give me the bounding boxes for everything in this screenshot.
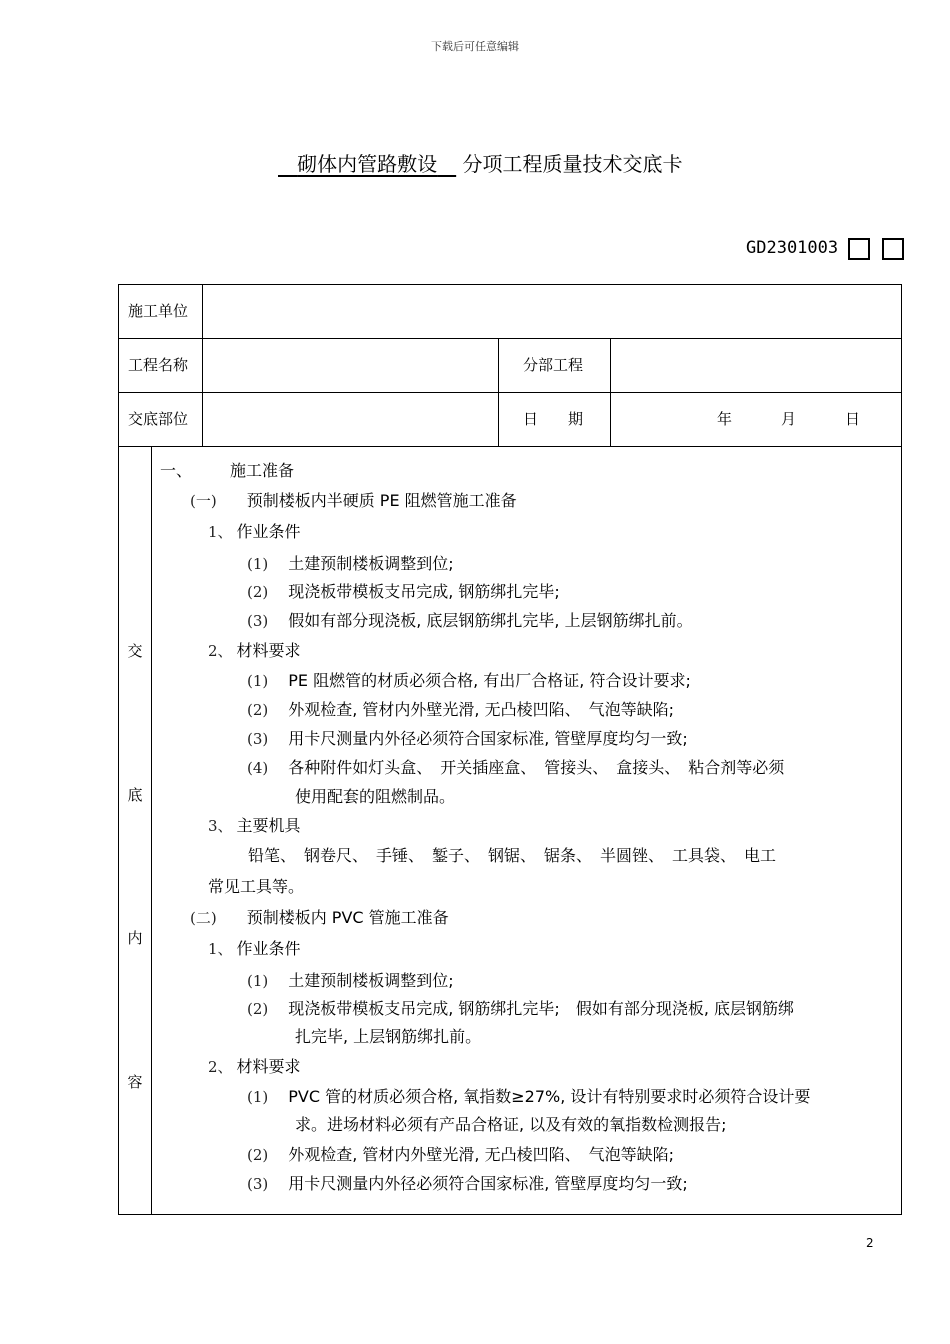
content-line: [208, 1056, 301, 1078]
content-line-number: 2、: [208, 642, 233, 660]
content-line: [247, 581, 560, 603]
content-line-text: PVC 管的材质必须合格, 氧指数≥27%, 设计有特别要求时必须符合设计要: [288, 1087, 811, 1106]
content-line-number: (2): [247, 1146, 269, 1164]
title-underlined: 砌体内管路敷设: [297, 152, 438, 176]
content-line-number: (4): [247, 759, 269, 777]
content-line-text: 铅笔、 钢卷尺、 手锤、 錾子、 钢锯、 锯条、 半圆锉、 工具袋、 电工: [248, 846, 777, 865]
content-line-text: 现浇板带模板支吊完成, 钢筋绑扎完毕; 假如有部分现浇板, 底层钢筋绑: [288, 999, 794, 1018]
location-label: 交底部位: [128, 410, 189, 428]
table-border-right: [901, 284, 902, 1215]
content-line: [190, 907, 449, 929]
content-line-number: (3): [247, 612, 269, 630]
content-line: [247, 610, 693, 632]
content-line-text: 主要机具: [236, 816, 301, 835]
side-label-char: 容: [127, 1073, 143, 1091]
sub-project-label: 分部工程: [523, 356, 584, 374]
content-line-text: 外观检查, 管材内外壁光滑, 无凸棱凹陷、 气泡等缺陷;: [288, 700, 674, 719]
content-line-text: 现浇板带模板支吊完成, 钢筋绑扎完毕;: [288, 582, 560, 601]
content-line-text: 用卡尺测量内外径必须符合国家标准, 管壁厚度均匀一致;: [288, 729, 688, 748]
content-line: [247, 970, 454, 992]
content-line: [295, 786, 455, 808]
content-line: [247, 1086, 810, 1108]
date-month-label: 月: [781, 410, 797, 428]
content-line-text: 求。进场材料必须有产品合格证, 以及有效的氧指数检测报告;: [295, 1115, 727, 1134]
content-line-text: 预制楼板内半硬质 PE 阻燃管施工准备: [246, 491, 517, 510]
content-line-number: (一): [190, 492, 217, 510]
doc-code: GD2301003: [746, 238, 839, 258]
content-line-number: (3): [247, 730, 269, 748]
sub-project-value-field[interactable]: [612, 340, 900, 392]
location-value-field[interactable]: [204, 394, 497, 446]
checkbox-1[interactable]: [848, 238, 870, 260]
page-title: [278, 148, 683, 177]
content-line: [160, 460, 294, 482]
unit-label: 施工单位: [128, 302, 189, 320]
table-col-divider: [610, 338, 611, 446]
date-year-label: 年: [717, 410, 733, 428]
content-line-text: 施工准备: [230, 461, 295, 480]
content-line-text: 常见工具等。: [208, 877, 305, 896]
content-line-text: 各种附件如灯头盒、 开关插座盒、 管接头、 盒接头、 粘合剂等必须: [288, 758, 785, 777]
page-number: 2: [866, 1236, 874, 1250]
content-line-number: 3、: [208, 817, 233, 835]
content-line: [208, 521, 301, 543]
content-line-text: 作业条件: [236, 939, 301, 958]
content-line-text: 土建预制楼板调整到位;: [288, 971, 454, 990]
content-line: [247, 728, 688, 750]
content-line-text: 使用配套的阻燃制品。: [295, 787, 456, 806]
content-line-text: 用卡尺测量内外径必须符合国家标准, 管壁厚度均匀一致;: [288, 1174, 688, 1193]
content-line-number: (2): [247, 583, 269, 601]
content-line: [295, 1114, 727, 1136]
content-line-text: 预制楼板内 PVC 管施工准备: [246, 908, 449, 927]
content-line: [247, 1144, 674, 1166]
content-line-text: 假如有部分现浇板, 底层钢筋绑扎完毕, 上层钢筋绑扎前。: [288, 611, 693, 630]
table-row-divider: [118, 392, 902, 393]
checkbox-2[interactable]: [882, 238, 904, 260]
content-line-text: PE 阻燃管的材质必须合格, 有出厂合格证, 符合设计要求;: [288, 671, 691, 690]
project-label: 工程名称: [128, 356, 189, 374]
title-rest: 分项工程质量技术交底卡: [462, 152, 683, 176]
content-line: [247, 670, 691, 692]
content-line: [295, 1026, 481, 1048]
content-line-number: (1): [247, 555, 269, 573]
content-line-number: (2): [247, 1000, 269, 1018]
unit-value-field[interactable]: [204, 286, 900, 338]
content-side-divider: [151, 446, 152, 1214]
content-line: [208, 640, 301, 662]
content-line: [208, 938, 301, 960]
table-row-divider: [118, 446, 902, 447]
content-line: [247, 699, 674, 721]
side-label-char: 内: [127, 929, 143, 947]
content-line-number: (1): [247, 972, 269, 990]
content-line-number: 1、: [208, 523, 233, 541]
content-line-number: (2): [247, 701, 269, 719]
content-line-number: (3): [247, 1175, 269, 1193]
project-value-field[interactable]: [204, 340, 497, 392]
content-line-number: 1、: [208, 940, 233, 958]
content-line: [247, 553, 454, 575]
content-line-number: (二): [190, 909, 217, 927]
content-line: [247, 998, 794, 1020]
content-line: [248, 845, 776, 867]
date-day-label: 日: [845, 410, 861, 428]
table-row-divider: [118, 338, 902, 339]
content-line-text: 材料要求: [236, 1057, 301, 1076]
content-line-text: 扎完毕, 上层钢筋绑扎前。: [295, 1027, 482, 1046]
header-note: 下载后可任意编辑: [431, 40, 519, 53]
content-line: [247, 757, 784, 779]
date-label: 日 期: [523, 410, 584, 428]
content-line-number: 一、: [160, 461, 193, 480]
side-label-char: 交: [127, 642, 143, 660]
table-col-divider: [202, 284, 203, 446]
content-line: [190, 490, 517, 512]
content-line-text: 土建预制楼板调整到位;: [288, 554, 454, 573]
content-line-number: (1): [247, 1088, 269, 1106]
content-line-text: 作业条件: [236, 522, 301, 541]
content-line-text: 外观检查, 管材内外壁光滑, 无凸棱凹陷、 气泡等缺陷;: [288, 1145, 674, 1164]
table-col-divider: [498, 338, 499, 446]
content-line-number: 2、: [208, 1058, 233, 1076]
side-label-char: 底: [127, 786, 143, 804]
content-line-number: (1): [247, 672, 269, 690]
table-border-bottom: [118, 1214, 902, 1215]
content-line: [208, 815, 301, 837]
table-border-top: [118, 284, 902, 285]
content-line: [208, 876, 304, 898]
content-line: [247, 1173, 688, 1195]
content-line-text: 材料要求: [236, 641, 301, 660]
